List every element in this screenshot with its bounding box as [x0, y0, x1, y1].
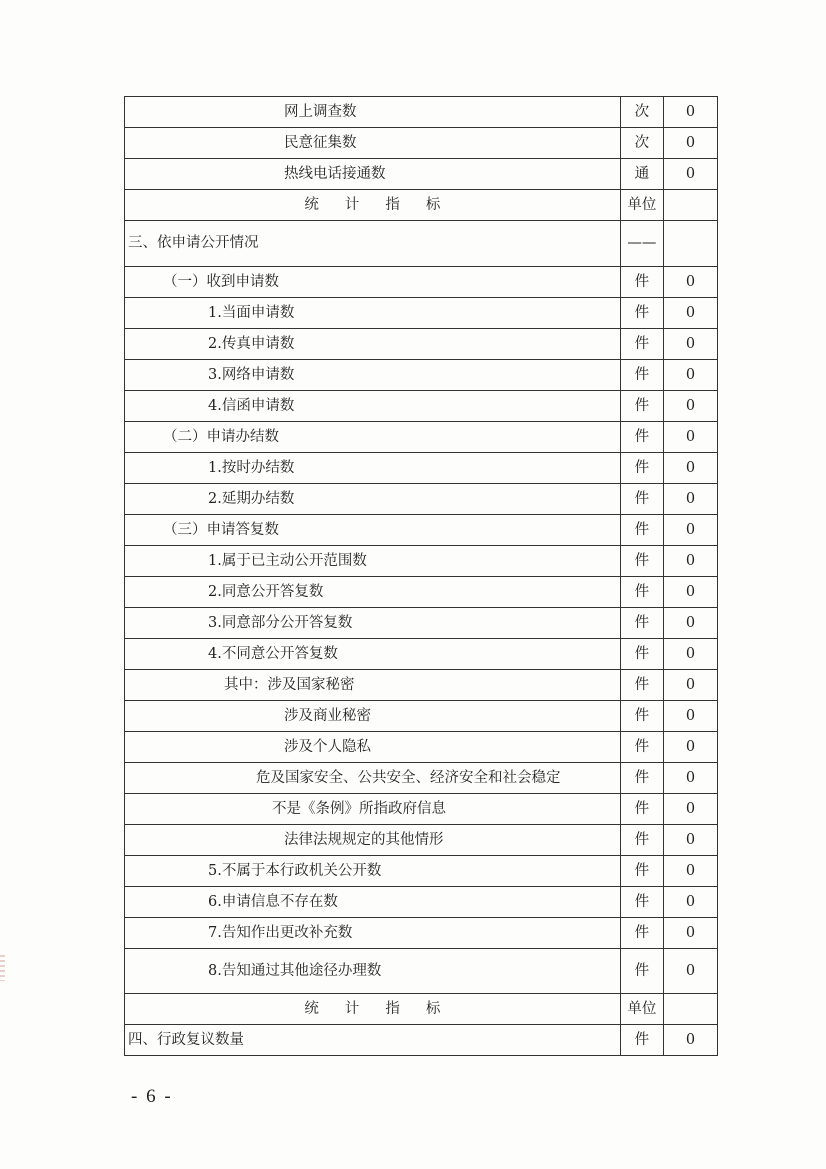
table-row: [125, 97, 718, 128]
value-cell: 0: [663, 856, 717, 887]
indicator-name: 1.属于已主动公开范围数: [125, 546, 621, 577]
unit-cell: 件: [620, 887, 663, 918]
unit-cell: 件: [620, 732, 663, 763]
indicator-name: 2.同意公开答复数: [125, 577, 621, 608]
value-cell: 0: [663, 453, 717, 484]
unit-cell: 件: [620, 670, 663, 701]
value-cell: 0: [663, 422, 717, 453]
value-cell: 0: [663, 763, 717, 794]
indicator-name: 2.传真申请数: [125, 329, 621, 360]
unit-cell: 件: [620, 608, 663, 639]
value-cell: 0: [663, 546, 717, 577]
table-row: [125, 608, 718, 639]
value-cell: 0: [663, 701, 717, 732]
unit-cell: 件: [620, 577, 663, 608]
value-cell: 0: [663, 887, 717, 918]
indicator-name: （一）收到申请数: [125, 267, 621, 298]
unit-cell: ——: [620, 221, 663, 267]
indicator-name: 5.不属于本行政机关公开数: [125, 856, 621, 887]
section-row: [125, 221, 718, 267]
header-value: [663, 994, 717, 1025]
table-row: [125, 484, 718, 515]
unit-cell: 件: [620, 329, 663, 360]
unit-cell: 件: [620, 484, 663, 515]
indicator-name: 网上调查数: [125, 97, 621, 128]
indicator-name: 不是《条例》所指政府信息: [125, 794, 621, 825]
indicator-name: 7.告知作出更改补充数: [125, 918, 621, 949]
value-cell: 0: [663, 391, 717, 422]
value-cell: 0: [663, 918, 717, 949]
table-row: [125, 267, 718, 298]
table-row: [125, 128, 718, 159]
unit-cell: 通: [620, 159, 663, 190]
indicator-name: 2.延期办结数: [125, 484, 621, 515]
value-cell: 0: [663, 515, 717, 546]
indicator-name: 8.告知通过其他途径办理数: [125, 949, 621, 994]
header-value: [663, 190, 717, 221]
value-cell: 0: [663, 732, 717, 763]
indicator-name: 4.信函申请数: [125, 391, 621, 422]
table-row: [125, 825, 718, 856]
value-cell: 0: [663, 794, 717, 825]
indicator-name: 4.不同意公开答复数: [125, 639, 621, 670]
value-cell: 0: [663, 97, 717, 128]
table-row: [125, 453, 718, 484]
unit-cell: 件: [620, 391, 663, 422]
unit-cell: 件: [620, 1025, 663, 1056]
value-cell: 0: [663, 484, 717, 515]
value-cell: [663, 221, 717, 267]
value-cell: 0: [663, 329, 717, 360]
table-header-row: [125, 994, 718, 1025]
value-cell: 0: [663, 159, 717, 190]
table-row: [125, 422, 718, 453]
indicator-name: 6.申请信息不存在数: [125, 887, 621, 918]
table-row: [125, 159, 718, 190]
indicator-name: （二）申请办结数: [125, 422, 621, 453]
table-row: [125, 391, 718, 422]
value-cell: 0: [663, 639, 717, 670]
unit-cell: 件: [620, 825, 663, 856]
unit-cell: 件: [620, 360, 663, 391]
table-row: [125, 298, 718, 329]
statistics-table: [124, 96, 718, 1056]
section-row: [125, 1025, 718, 1056]
table-row: [125, 515, 718, 546]
table-header-row: [125, 190, 718, 221]
table-row: [125, 577, 718, 608]
table-row: [125, 546, 718, 577]
page-number: - 6 -: [131, 1086, 173, 1107]
table-row: [125, 887, 718, 918]
value-cell: 0: [663, 608, 717, 639]
table-row: [125, 856, 718, 887]
value-cell: 0: [663, 267, 717, 298]
unit-cell: 件: [620, 639, 663, 670]
unit-cell: 件: [620, 918, 663, 949]
unit-cell: 件: [620, 763, 663, 794]
table-row: [125, 918, 718, 949]
unit-cell: 件: [620, 546, 663, 577]
indicator-name: 热线电话接通数: [125, 159, 621, 190]
unit-cell: 件: [620, 453, 663, 484]
header-unit: 单位: [620, 190, 663, 221]
unit-cell: 次: [620, 128, 663, 159]
indicator-name: 法律法规规定的其他情形: [125, 825, 621, 856]
indicator-name: 3.同意部分公开答复数: [125, 608, 621, 639]
value-cell: 0: [663, 825, 717, 856]
unit-cell: 次: [620, 97, 663, 128]
table-row: [125, 949, 718, 994]
section-title: 三、依申请公开情况: [125, 221, 621, 267]
table-row: [125, 701, 718, 732]
value-cell: 0: [663, 577, 717, 608]
unit-cell: 件: [620, 422, 663, 453]
value-cell: 0: [663, 949, 717, 994]
unit-cell: 件: [620, 856, 663, 887]
table-row: [125, 732, 718, 763]
indicator-name: 涉及个人隐私: [125, 732, 621, 763]
value-cell: 0: [663, 670, 717, 701]
indicator-name: 其中：涉及国家秘密: [125, 670, 621, 701]
unit-cell: 件: [620, 794, 663, 825]
table-row: [125, 360, 718, 391]
unit-cell: 件: [620, 267, 663, 298]
indicator-name: 危及国家安全、公共安全、经济安全和社会稳定: [125, 763, 621, 794]
unit-cell: 件: [620, 298, 663, 329]
unit-cell: 件: [620, 701, 663, 732]
scan-margin-mark: [0, 955, 5, 981]
unit-cell: 件: [620, 949, 663, 994]
table-row: [125, 329, 718, 360]
indicator-name: 1.按时办结数: [125, 453, 621, 484]
indicator-name: 民意征集数: [125, 128, 621, 159]
value-cell: 0: [663, 360, 717, 391]
header-indicator: 统计指标: [125, 190, 621, 221]
table-row: [125, 639, 718, 670]
table-row: [125, 670, 718, 701]
indicator-name: 1.当面申请数: [125, 298, 621, 329]
header-indicator: 统计指标: [125, 994, 621, 1025]
header-unit: 单位: [620, 994, 663, 1025]
value-cell: 0: [663, 128, 717, 159]
value-cell: 0: [663, 298, 717, 329]
indicator-name: 涉及商业秘密: [125, 701, 621, 732]
section-title: 四、行政复议数量: [125, 1025, 621, 1056]
indicator-name: （三）申请答复数: [125, 515, 621, 546]
value-cell: 0: [663, 1025, 717, 1056]
indicator-name: 3.网络申请数: [125, 360, 621, 391]
table-row: [125, 763, 718, 794]
table-row: [125, 794, 718, 825]
unit-cell: 件: [620, 515, 663, 546]
